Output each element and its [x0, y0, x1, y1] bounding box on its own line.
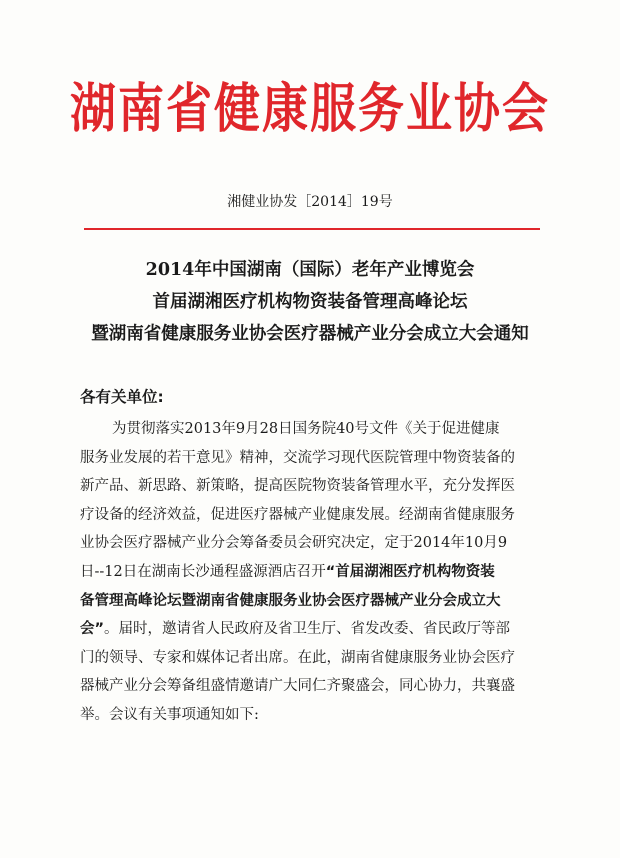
body-text-plain: 。届时，邀请省人民政府及省卫生厅、省发改委、省民政厅等部 [104, 621, 511, 638]
body-line: 业协会医疗器械产业分会筹备委员会研究决定，定于2014年10月9 [80, 535, 508, 552]
body-line: 疗设备的经济效益，促进医疗器械产业健康发展。经湖南省健康服务 [80, 506, 515, 523]
title-line-3: 暨湖南省健康服务业协会医疗器械产业分会成立大会通知 [91, 324, 529, 344]
notice-title [60, 254, 560, 350]
body-line: 举。会议有关事项通知如下: [80, 706, 259, 723]
salutation: 各有关单位: [80, 388, 164, 406]
meeting-name-emphasis: 会” [80, 621, 105, 638]
title-line-1: 2014年中国湖南（国际）老年产业博览会 [145, 260, 475, 280]
body-paragraph [80, 415, 538, 730]
body-line: 新产品、新思路、新策略，提高医院物资装备管理水平，充分发挥医 [80, 478, 515, 495]
meeting-name-emphasis: “首届湖湘医疗机构物资装 [325, 563, 495, 580]
body-line: 门的领导、专家和媒体记者出席。在此，湖南省健康服务业协会医疗 [80, 649, 515, 666]
document-number: 湘健业协发［2014］19号 [227, 194, 393, 210]
red-divider [84, 228, 540, 230]
organization-header: 湖南省健康服务业协会 [70, 76, 550, 140]
body-line: 为贯彻落实2013年9月28日国务院40号文件《关于促进健康 [112, 421, 500, 437]
title-line-2: 首届湖湘医疗机构物资装备管理高峰论坛 [152, 292, 468, 312]
meeting-name-emphasis: 备管理高峰论坛暨湖南省健康服务业协会医疗器械产业分会成立大 [80, 592, 501, 609]
body-line [80, 615, 538, 644]
body-line [80, 558, 538, 587]
body-line: 服务业发展的若干意见》精神，交流学习现代医院管理中物资装备的 [80, 449, 515, 466]
body-text-plain: 日--12日在湖南长沙通程盛源酒店召开 [80, 563, 326, 580]
body-line: 器械产业分会筹备组盛情邀请广大同仁齐聚盛会，同心协力，共襄盛 [80, 678, 515, 695]
